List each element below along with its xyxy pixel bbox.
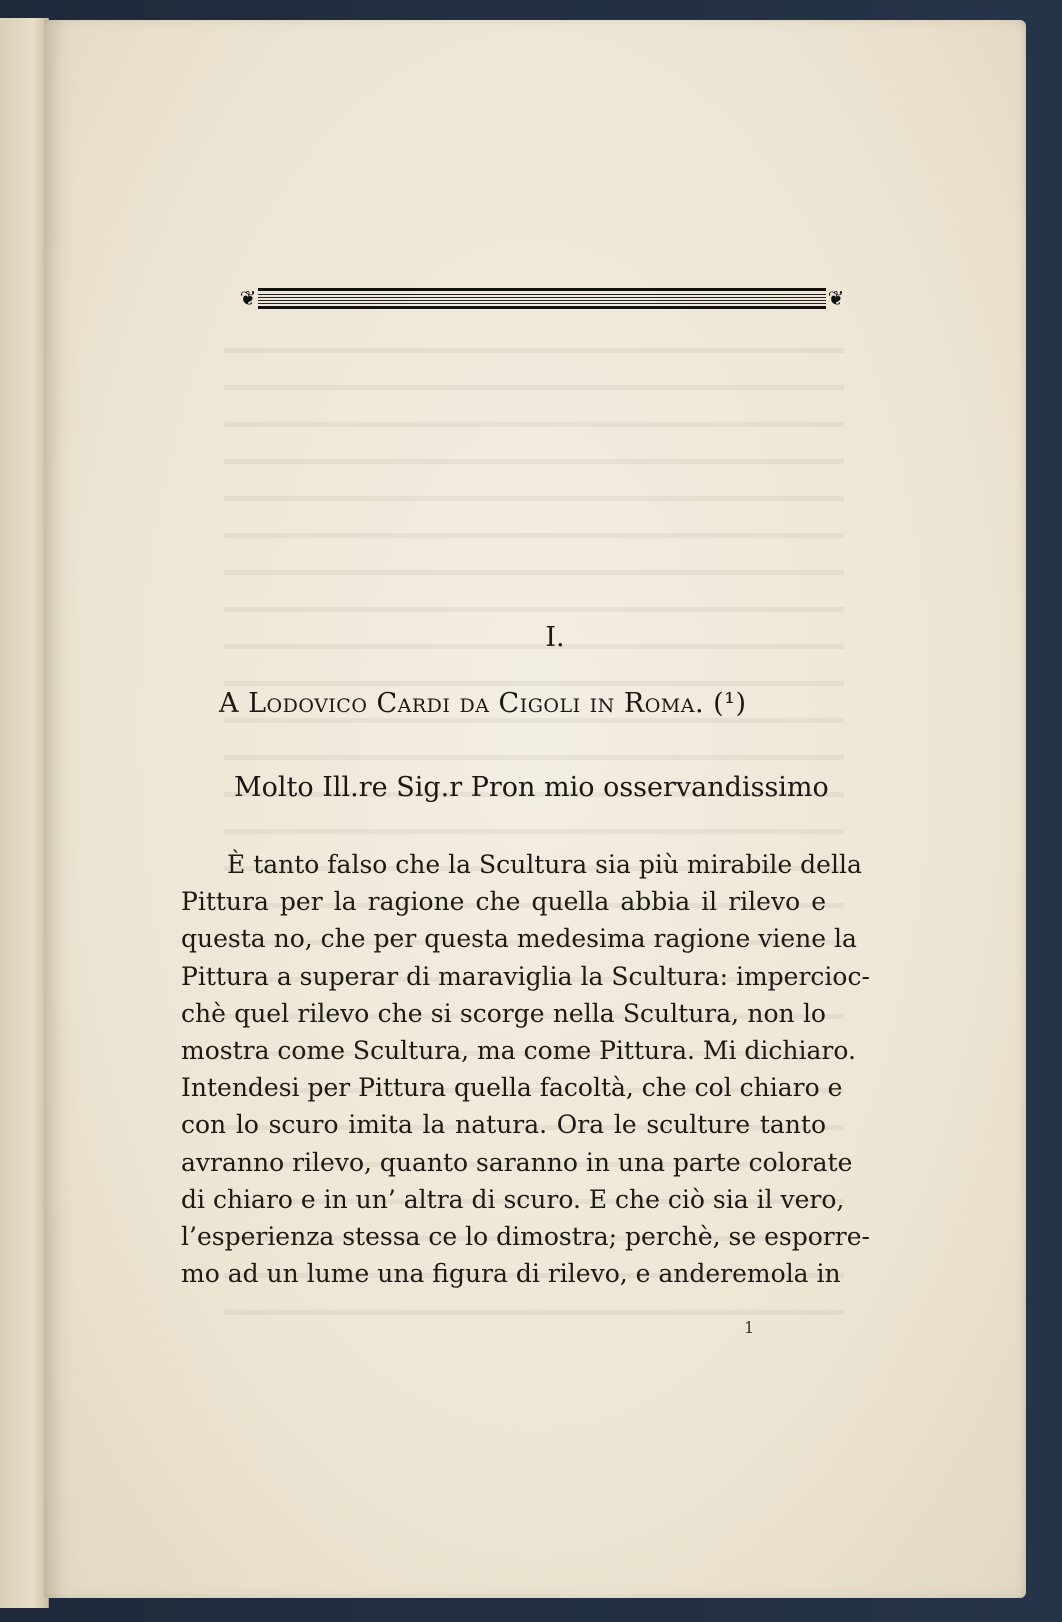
body-line: con lo scuro imita la natura. Ora le sculture tanto [181,1110,826,1140]
signature-mark: 1 [744,1318,755,1337]
header-ornamental-rule [236,286,848,310]
body-line: l’esperienza stessa ce lo dimostra; perchè, se esporre- [181,1222,870,1252]
rule-bars [258,286,826,310]
body-line: mostra come Scultura, ma come Pittura. Mi dichiaro. [181,1036,856,1066]
salutation: Molto Ill.re Sig.r Pron mio osservandissimo [234,772,829,803]
body-line: mo ad un lume una figura di rilevo, e anderemola in [181,1259,841,1289]
body-line: questa no, che per questa medesima ragione viene la [181,924,857,954]
fleuron-right-icon: ❦ [827,286,845,310]
page [44,20,1026,1598]
body-line: Pittura per la ragione che quella abbia il rilevo e [181,887,826,917]
body-line: di chiaro e in un’ altra di scuro. E che ciò sia il vero, [181,1184,845,1214]
body-line: Intendesi per Pittura quella facoltà, che col chiaro e [181,1073,843,1103]
body-line: È tanto falso che la Scultura sia più mirabile della [227,850,862,879]
body-line: Pittura a superar di maraviglia la Scultura: impercioc- [181,961,870,991]
body-line: chè quel rilevo che si scorge nella Scultura, non lo [181,998,826,1028]
fleuron-left-icon: ❦ [239,286,257,310]
letter-number: I. [545,622,565,653]
letter-title: A Lodovico Cardi da Cigoli in Roma. (¹) [219,688,747,719]
facing-page-edge [0,18,49,1608]
letter-body [181,846,870,1292]
body-line: avranno rilevo, quanto saranno in una parte colorate [181,1147,853,1177]
